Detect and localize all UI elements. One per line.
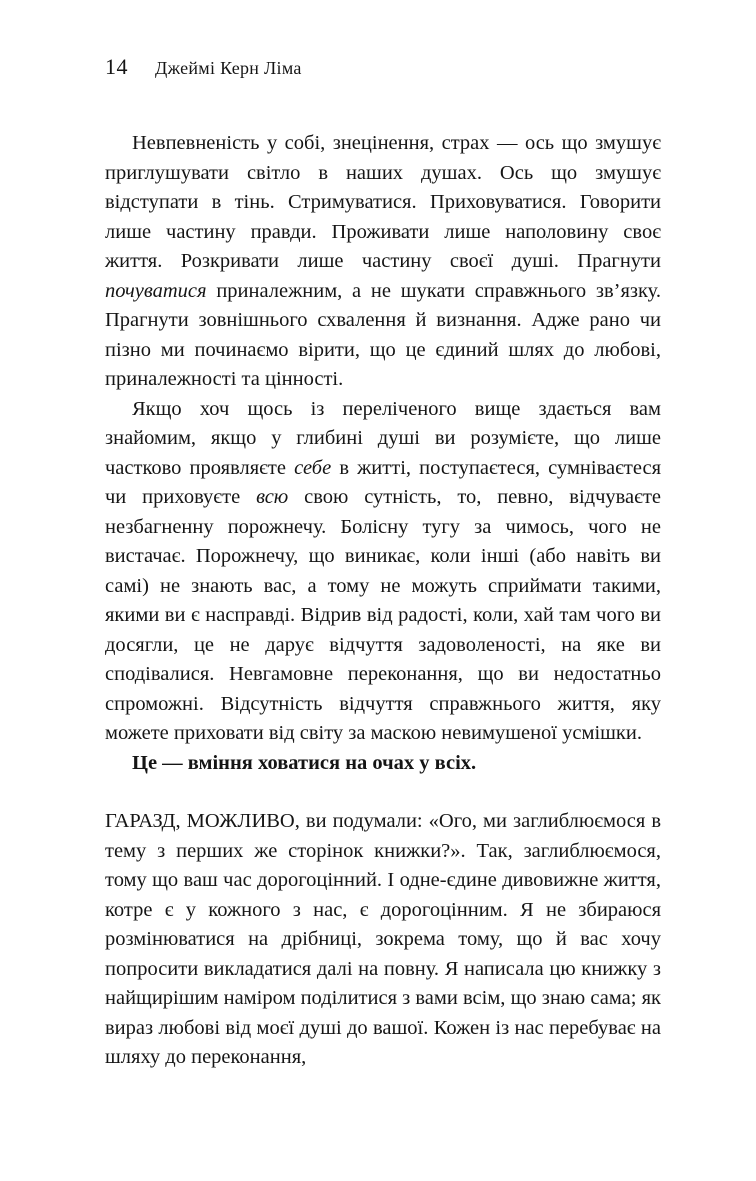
text-segment: себе	[294, 456, 332, 479]
text-segment: Невпевненість у собі, знецінення, страх — ось що змушує приглушувати світло в наших душах. Ось що змушує відступати в тінь. Стримуватися. Приховуватися. Говорити лише частину правди. Проживати лише наполовину своє життя. Розкривати лише частину своєї душі. Прагнути	[105, 132, 661, 272]
paragraph	[105, 395, 661, 749]
text-segment: в житті, поступаєтеся, сумніваєтеся чи приховуєте	[105, 456, 661, 508]
page-number: 14	[105, 54, 128, 79]
text-segment: Це — вміння ховатися на очах у всіх.	[132, 751, 477, 774]
text-segment: ГАРАЗД, МОЖЛИВО, ви подумали: «Ого, ми заглиблюємося в тему з перших же сторінок книжки?». Так, заглиблюємося, тому що ваш час дорогоцінний. І одне-єдине дивовижне життя, котре є у кожного з нас, є дорогоцінним. Я не збираюся розмінюватися на дрібниці, зокрема тому, що й вас хочу попросити викладатися далі на повну. Я написала цю книжку з найщирішим наміром поділитися з вами всім, що знаю сама; як вираз любові від моєї душі до вашої. Кожен із нас перебуває на шляху до переконання,	[105, 810, 661, 1068]
paragraph	[105, 129, 661, 395]
running-head-author: Джеймі Керн Ліма	[155, 58, 302, 78]
text-segment: всю	[256, 486, 289, 508]
paragraph	[105, 807, 661, 1073]
text-segment: свою сутність, то, певно, відчуваєте незбагненну порожнечу. Болісну тугу за чимось, чого не вистачає. Порожнечу, що виникає, коли інші (або навіть ви самі) не знають вас, а тому не можуть сприймати такими, якими ви є насправді. Відрив від радості, коли, хай там чого ви досягли, це не дарує відчуття задоволеності, на яке ви сподівалися. Невгамовне переконання, що ви недостатньо спроможні. Відсутність відчуття справжнього життя, яку можете приховати від світу за маскою невимушеної усмішки.	[105, 486, 662, 744]
running-header	[105, 54, 660, 80]
text-segment: Якщо хоч щось із переліченого вище здається вам знайомим, якщо у глибині душі ви розумієте, що лише частково проявляєте	[105, 397, 661, 479]
paragraph	[105, 749, 661, 779]
text-segment: почуватися	[105, 279, 207, 302]
body-text	[105, 129, 661, 1073]
text-segment: приналежним, а не шукати справжнього зв’язку. Прагнути зовнішнього схвалення й визнання. Адже рано чи пізно ми починаємо вірити, що це єдиний шлях до любові, приналежності та цінності.	[105, 279, 661, 390]
